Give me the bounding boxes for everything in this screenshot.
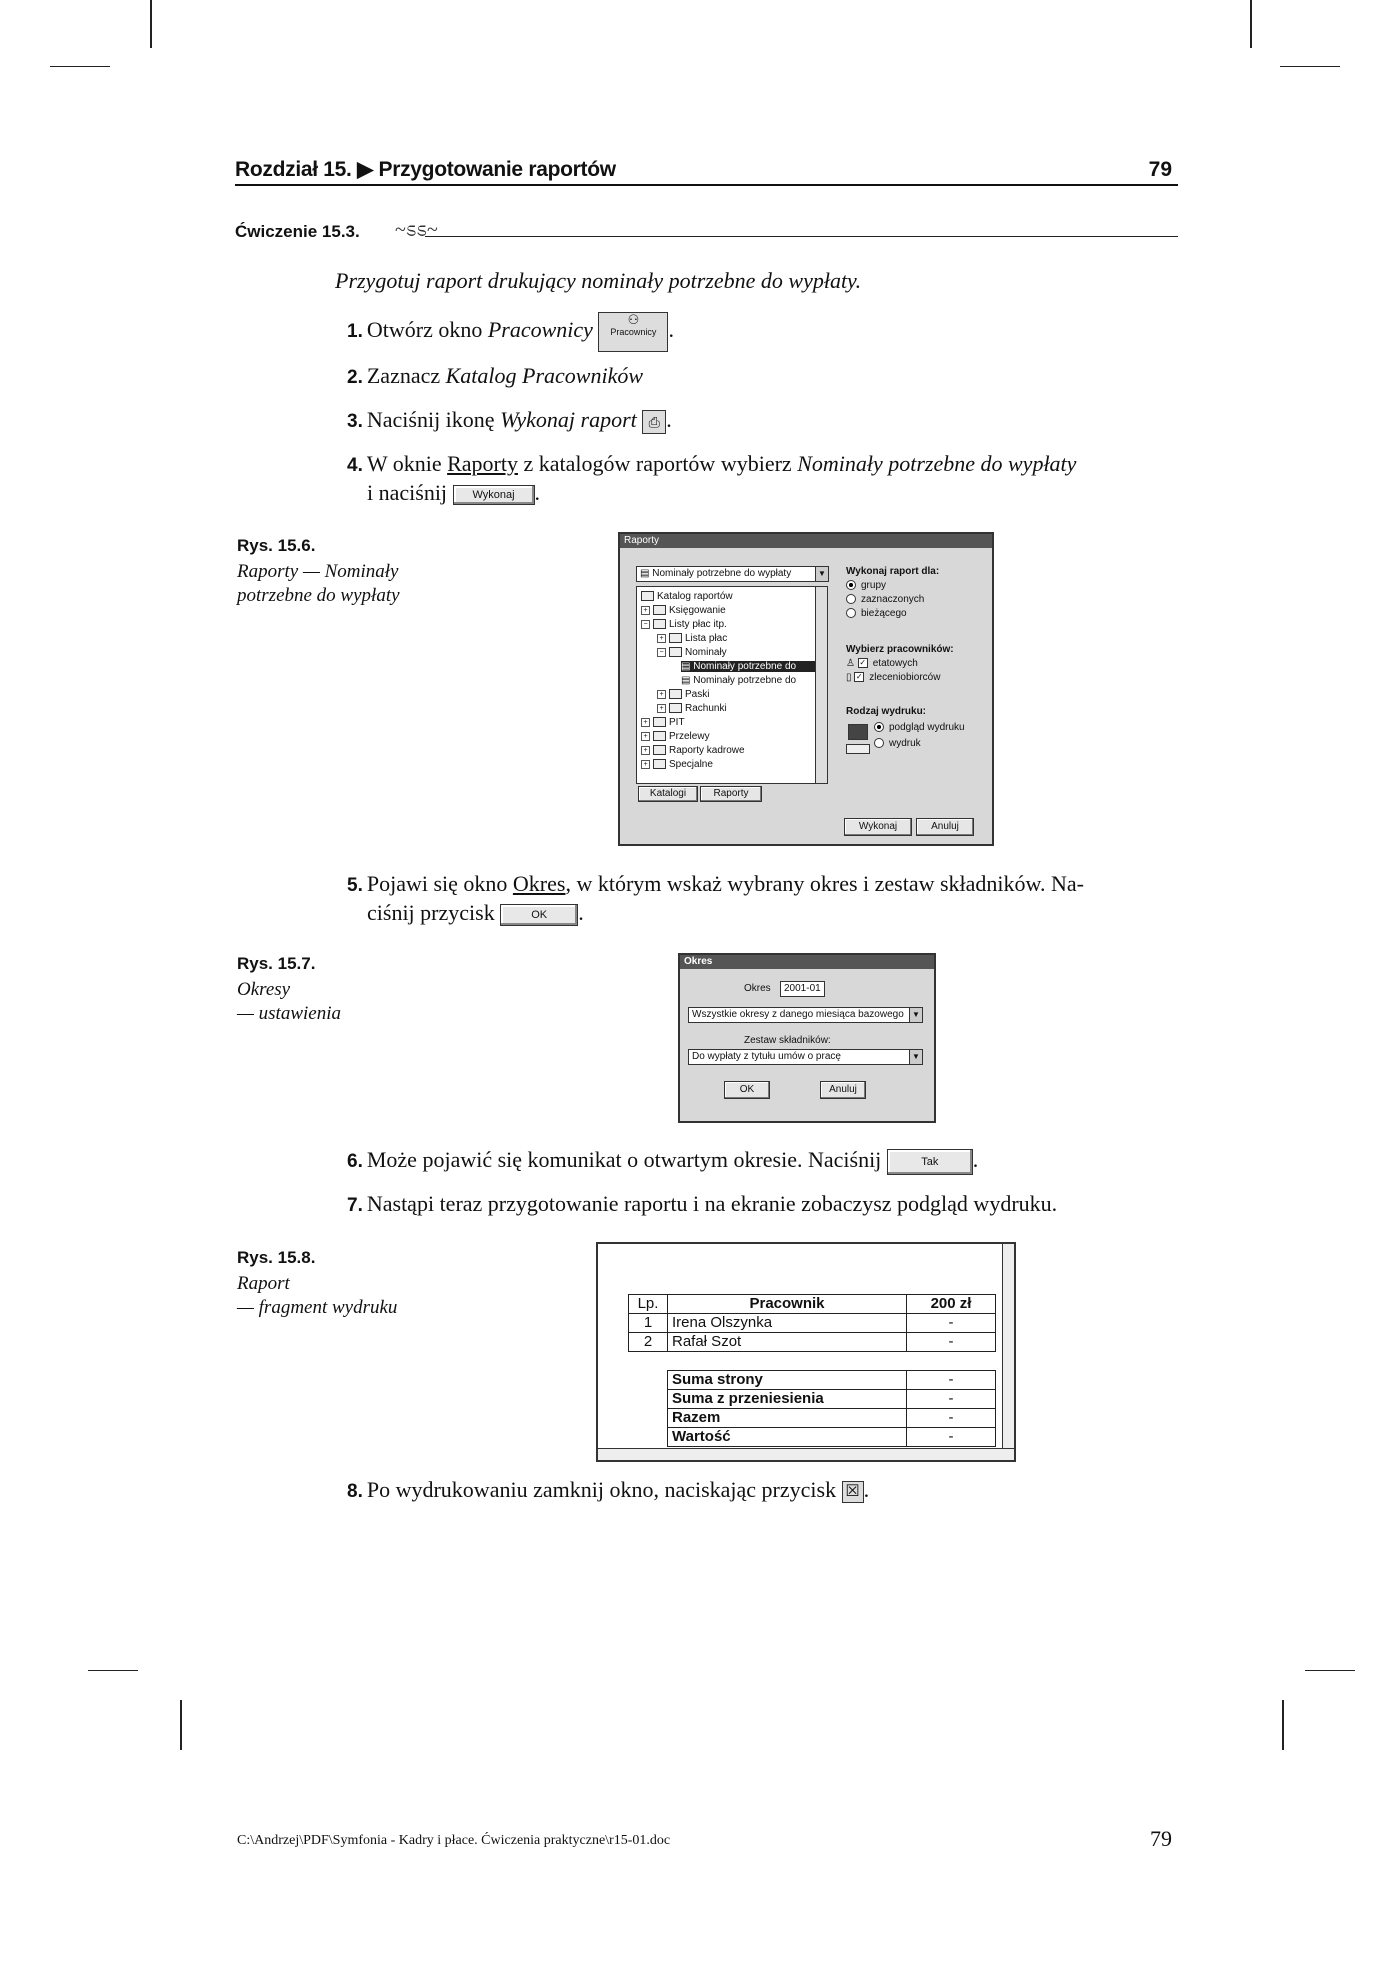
table-cell: Irena Olszynka xyxy=(668,1314,907,1333)
summary-value: - xyxy=(907,1428,996,1447)
header-cell: 200 zł xyxy=(907,1295,996,1314)
combo-value: Nominały potrzebne do wypłaty xyxy=(652,568,792,579)
chevron-down-icon: ▼ xyxy=(909,1050,922,1064)
document-icon: ▤ xyxy=(640,568,653,579)
step-2 xyxy=(347,362,643,391)
folder-icon xyxy=(653,731,666,741)
step-text: Naciśnij ikonę xyxy=(366,407,501,432)
radio-icon xyxy=(846,594,856,604)
step-text: ciśnij przycisk xyxy=(367,900,501,925)
crop-mark xyxy=(88,1670,138,1671)
radio-label: podgląd wydruku xyxy=(889,722,965,733)
folder-icon xyxy=(669,689,682,699)
collapse-icon: − xyxy=(641,620,650,629)
figure-caption xyxy=(237,978,341,1026)
tree-label: PIT xyxy=(669,717,685,728)
button-label: Anuluj xyxy=(829,1084,857,1095)
close-icon[interactable]: ☒ xyxy=(842,1481,864,1503)
horizontal-scrollbar[interactable] xyxy=(598,1448,1014,1460)
step-7 xyxy=(347,1190,1057,1219)
tree-label: Raporty kadrowe xyxy=(669,745,745,756)
spacer-row xyxy=(629,1352,996,1371)
step-text: Pojawi się okno xyxy=(366,871,513,896)
step-text: Może pojawić się komunikat o otwartym okresie. Naciśnij xyxy=(366,1147,887,1172)
step-punct: . xyxy=(578,900,584,925)
checkbox-label: etatowych xyxy=(872,658,918,669)
radio-icon xyxy=(846,608,856,618)
figure-number: Rys. 15.6. xyxy=(237,536,316,555)
expand-icon: + xyxy=(657,690,666,699)
running-header xyxy=(235,152,1178,186)
step-text: Zaznacz xyxy=(366,363,446,388)
folder-icon xyxy=(653,759,666,769)
step-italic: Wykonaj raport xyxy=(500,407,637,432)
tree-label: Nominały potrzebne do xyxy=(693,661,797,672)
header-cell: Lp. xyxy=(629,1295,668,1314)
okres-label: Okres xyxy=(744,983,771,994)
exercise-label: Ćwiczenie 15.3. xyxy=(235,222,360,241)
period-combo[interactable] xyxy=(688,1007,923,1023)
crop-mark xyxy=(1250,0,1252,48)
expand-icon: + xyxy=(657,634,666,643)
step-punct: . xyxy=(666,407,672,432)
document-icon: ▯ xyxy=(846,672,855,683)
tree-label: Paski xyxy=(685,689,710,700)
chevron-down-icon: ▼ xyxy=(909,1008,922,1022)
summary-label: Suma strony xyxy=(668,1371,907,1390)
figure-number: Rys. 15.8. xyxy=(237,1248,316,1267)
tree-item[interactable] xyxy=(657,647,727,658)
figure-number: Rys. 15.7. xyxy=(237,954,316,973)
summary-label: Wartość xyxy=(668,1428,907,1447)
exercise-heading xyxy=(235,216,1178,244)
caption-line: — fragment wydruku xyxy=(237,1297,398,1318)
tree-item[interactable] xyxy=(657,703,727,714)
folder-icon xyxy=(653,717,666,727)
tree-label: Specjalne xyxy=(669,759,713,770)
checkbox-zleceniobiorcow[interactable] xyxy=(846,672,940,683)
figure-caption xyxy=(237,560,400,608)
printer-icon xyxy=(846,744,870,754)
combo-value: Wszystkie okresy z danego miesiąca bazowego xyxy=(692,1009,904,1020)
tree-item[interactable] xyxy=(641,731,710,742)
summary-row xyxy=(629,1371,996,1390)
document-icon: ▤ xyxy=(681,661,694,672)
expand-icon: + xyxy=(641,732,650,741)
caption-line: Raporty — Nominały xyxy=(237,561,399,582)
tree-label: Katalog raportów xyxy=(657,591,733,602)
summary-value: - xyxy=(907,1390,996,1409)
caption-line: potrzebne do wypłaty xyxy=(237,585,400,606)
caption-line: Raport xyxy=(237,1273,290,1294)
folder-icon xyxy=(669,703,682,713)
radio-icon xyxy=(874,722,884,732)
step-punct: . xyxy=(668,317,674,343)
summary-row xyxy=(629,1428,996,1447)
tab-katalogi[interactable] xyxy=(638,786,698,802)
raporty-window xyxy=(618,532,994,846)
step-italic: Nominały potrzebne do wypłaty xyxy=(797,451,1077,476)
folder-icon xyxy=(669,633,682,643)
wykonaj-window-button[interactable] xyxy=(844,818,912,836)
radio-label: bieżącego xyxy=(861,608,907,619)
figure-caption xyxy=(237,1272,397,1320)
zestaw-label: Zestaw składników: xyxy=(744,1035,831,1046)
tree-item-selected[interactable] xyxy=(681,661,825,672)
folder-icon xyxy=(653,745,666,755)
tab-raporty[interactable] xyxy=(700,786,762,802)
folder-icon xyxy=(653,605,666,615)
step-underlined: Raporty xyxy=(447,451,518,476)
okres-field[interactable]: 2001-01 xyxy=(780,981,825,997)
tab-label: Raporty xyxy=(713,788,749,799)
step-text: i naciśnij xyxy=(367,480,453,505)
document-icon: ▤ xyxy=(681,675,694,686)
tree-item[interactable] xyxy=(657,633,727,644)
exercise-rule xyxy=(425,236,1178,237)
tree-item[interactable] xyxy=(641,717,685,728)
wykonaj-dla-label: Wykonaj raport dla: xyxy=(846,566,940,577)
table-cell: 1 xyxy=(629,1314,668,1333)
chevron-down-icon: ▼ xyxy=(815,567,828,581)
crop-mark xyxy=(1282,1700,1284,1750)
step-underlined: Okres xyxy=(512,871,566,896)
tree-item[interactable] xyxy=(641,619,727,630)
step-number: 3. xyxy=(347,411,363,432)
footer-path: C:\Andrzej\PDF\Symfonia - Kadry i płace. Ćwiczenia praktyczne\r15-01.doc xyxy=(237,1833,671,1848)
report-tree[interactable] xyxy=(636,586,828,784)
tree-item[interactable] xyxy=(641,759,713,770)
table-row xyxy=(629,1314,996,1333)
summary-row xyxy=(629,1409,996,1428)
expand-icon: + xyxy=(641,760,650,769)
radio-icon xyxy=(846,580,856,590)
step-number: 8. xyxy=(347,1481,363,1502)
anuluj-window-button[interactable] xyxy=(820,1081,866,1099)
step-italic: Katalog Pracowników xyxy=(445,363,644,388)
summary-value: - xyxy=(907,1409,996,1428)
step-text: W oknie xyxy=(366,451,448,476)
person-icon: ♙ xyxy=(846,658,858,669)
tree-item[interactable] xyxy=(657,689,709,700)
step-5 xyxy=(347,870,1157,926)
wykonaj-button[interactable]: Wykonaj xyxy=(453,485,535,505)
tree-label: Listy płac itp. xyxy=(669,619,727,630)
step-text: Nastąpi teraz przygotowanie raportu i na ekranie zobaczysz podgląd wydruku. xyxy=(366,1191,1058,1216)
anuluj-window-button[interactable] xyxy=(916,818,974,836)
table-cell: 2 xyxy=(629,1333,668,1352)
expand-icon: + xyxy=(657,704,666,713)
combo-value: Do wypłaty z tytułu umów o pracę xyxy=(692,1051,841,1062)
people-icon: ⚇ xyxy=(627,312,640,327)
step-punct: . xyxy=(534,480,541,505)
tree-label: Nominały potrzebne do xyxy=(693,675,797,686)
okres-window xyxy=(678,953,936,1123)
step-number: 7. xyxy=(347,1195,363,1216)
folder-icon xyxy=(653,619,666,629)
window-titlebar: Raporty xyxy=(620,534,992,548)
step-number: 5. xyxy=(347,875,363,896)
checkbox-icon: ✓ xyxy=(859,658,867,668)
tree-label: Nominały xyxy=(685,647,727,658)
step-text: z katalogów raportów wybierz xyxy=(518,451,798,476)
header-page-number: 79 xyxy=(1148,158,1172,181)
step-text: Po wydrukowaniu zamknij okno, naciskając przycisk xyxy=(366,1477,842,1502)
radio-podglad[interactable] xyxy=(874,722,965,733)
checkbox-label: zleceniobiorców xyxy=(869,672,941,683)
tab-label: Katalogi xyxy=(649,788,687,799)
footer-page-number: 79 xyxy=(1150,1826,1172,1851)
crop-mark xyxy=(50,66,110,67)
summary-label: Suma z przeniesienia xyxy=(668,1390,907,1409)
crop-mark xyxy=(1305,1670,1355,1671)
table-header-row xyxy=(629,1295,996,1314)
folder-icon xyxy=(669,647,682,657)
tree-item[interactable] xyxy=(681,675,825,686)
step-number: 6. xyxy=(347,1151,363,1172)
caption-line: Okresy xyxy=(237,979,291,1000)
folder-icon xyxy=(641,591,654,601)
report-table xyxy=(628,1294,996,1447)
step-text: , w którym wskaż wybrany okres i zestaw składników. Na- xyxy=(565,871,1084,896)
radio-zaznaczonych[interactable] xyxy=(846,594,924,605)
radio-label: grupy xyxy=(861,580,887,591)
run-report-icon[interactable]: ⎙ xyxy=(642,410,666,434)
radio-label: zaznaczonych xyxy=(861,594,925,605)
step-3 xyxy=(347,406,672,435)
ornament-icon: ~ಽಽ~ xyxy=(395,219,438,241)
button-label: Anuluj xyxy=(931,821,959,832)
crop-mark xyxy=(150,0,152,48)
expand-icon: + xyxy=(641,606,650,615)
crop-mark xyxy=(1280,66,1340,67)
vertical-scrollbar[interactable] xyxy=(1002,1244,1014,1460)
table-row xyxy=(629,1333,996,1352)
tree-label: Przelewy xyxy=(669,731,710,742)
table-cell: Rafał Szot xyxy=(668,1333,907,1352)
caption-line: — ustawienia xyxy=(237,1003,341,1024)
summary-label: Razem xyxy=(668,1409,907,1428)
pracownicy-button[interactable] xyxy=(598,312,668,352)
summary-value: - xyxy=(907,1371,996,1390)
tree-item[interactable] xyxy=(641,591,733,602)
radio-biezacego[interactable] xyxy=(846,608,907,619)
rodzaj-label: Rodzaj wydruku: xyxy=(846,706,927,717)
step-punct: . xyxy=(972,1147,979,1172)
tree-label: Księgowanie xyxy=(669,605,726,616)
step-punct: . xyxy=(863,1477,870,1502)
step-text: Otwórz okno xyxy=(366,317,488,343)
pracownicy-button-label: Pracownicy xyxy=(610,327,657,337)
tree-item[interactable] xyxy=(641,605,726,616)
collapse-icon: − xyxy=(657,648,666,657)
ok-button[interactable]: OK xyxy=(500,904,578,926)
step-number: 4. xyxy=(347,455,363,476)
tree-label: Rachunki xyxy=(685,703,727,714)
step-1 xyxy=(347,312,674,352)
monitor-icon xyxy=(848,724,868,740)
step-number: 2. xyxy=(347,367,363,388)
checkbox-etatowych[interactable] xyxy=(846,658,918,669)
tak-button[interactable]: Tak xyxy=(887,1149,973,1175)
step-number: 1. xyxy=(347,321,363,343)
radio-grupy[interactable] xyxy=(846,580,886,591)
ok-window-button[interactable] xyxy=(724,1081,770,1099)
radio-icon xyxy=(874,738,884,748)
report-preview xyxy=(596,1242,1016,1462)
crop-mark xyxy=(180,1700,182,1750)
checkbox-icon: ✓ xyxy=(855,672,863,682)
chapter-title: Rozdział 15. ▶ Przygotowanie raportów xyxy=(235,158,616,181)
header-cell: Pracownik xyxy=(668,1295,907,1314)
step-8 xyxy=(347,1476,869,1505)
radio-label: wydruk xyxy=(889,738,921,749)
step-6 xyxy=(347,1146,978,1175)
button-label: OK xyxy=(739,1084,755,1095)
expand-icon: + xyxy=(641,718,650,727)
zestaw-combo[interactable] xyxy=(688,1049,923,1065)
tree-label: Lista płac xyxy=(685,633,728,644)
button-label: Wykonaj xyxy=(858,821,898,832)
report-combo[interactable] xyxy=(636,566,829,582)
summary-row xyxy=(629,1390,996,1409)
step-italic: Pracownicy xyxy=(487,317,593,343)
tree-scrollbar[interactable] xyxy=(815,587,827,783)
task-description: Przygotuj raport drukujący nominały potrzebne do wypłaty. xyxy=(335,268,862,293)
table-cell: - xyxy=(907,1314,996,1333)
expand-icon: + xyxy=(641,746,650,755)
table-cell: - xyxy=(907,1333,996,1352)
radio-wydruk[interactable] xyxy=(874,738,921,749)
step-4 xyxy=(347,450,1157,506)
tree-item[interactable] xyxy=(641,745,745,756)
window-titlebar: Okres xyxy=(680,955,934,969)
wybierz-label: Wybierz pracowników: xyxy=(846,644,954,655)
